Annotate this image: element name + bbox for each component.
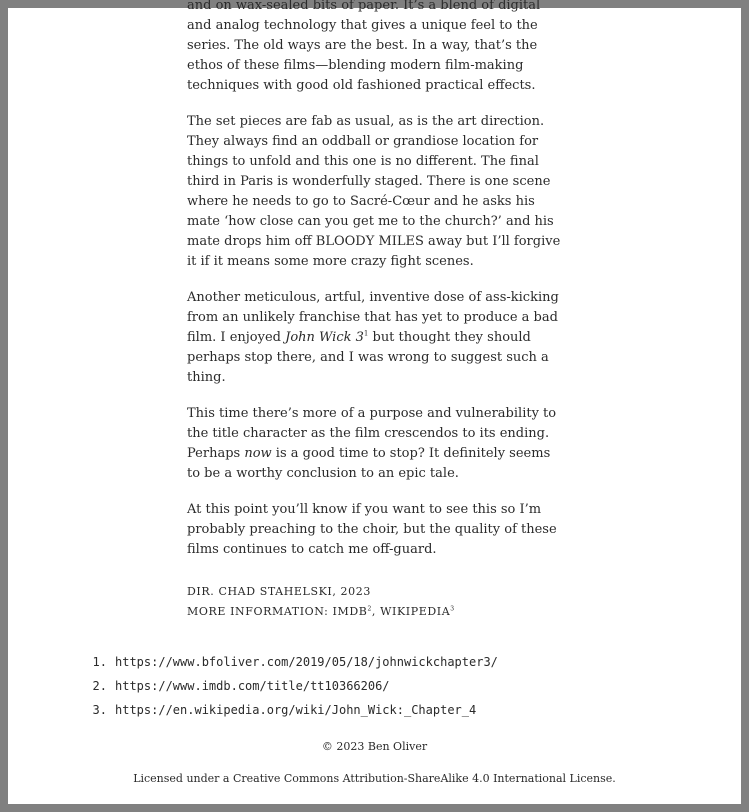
footnote-ref-3[interactable]: 3 — [450, 605, 455, 613]
paragraph-4-text-after: is a good time to stop? It definitely seems to be a worthy conclusion to an epic tale. — [187, 446, 551, 481]
film-title-italic: John Wick 3 — [285, 330, 364, 345]
reference-url[interactable]: https://www.bfoliver.com/2019/05/18/johnwickchapter3/ — [115, 655, 498, 669]
more-information-label: MORE INFORMATION: — [187, 605, 333, 618]
link-separator: , — [371, 605, 381, 618]
reference-item — [78, 650, 498, 674]
paragraph-4 — [187, 404, 567, 484]
emphasis-now: now — [244, 446, 272, 461]
paragraph-3 — [187, 288, 567, 388]
more-information-line — [187, 602, 587, 622]
film-metadata — [187, 582, 587, 622]
copyright-notice: © 2023 Ben Oliver — [321, 740, 428, 753]
article-body — [187, 0, 567, 576]
paragraph-3-text-before: Another meticulous, artful, inventive dose of ass-kicking from an unlikely franchise that has yet to produce a bad film. I enjoyed — [187, 290, 559, 345]
reference-item — [78, 698, 498, 722]
wikipedia-link[interactable]: WIKIPEDIA — [380, 605, 451, 618]
paragraph-3-text-after: but thought they should perhaps stop there, and I was wrong to suggest such a thing. — [187, 330, 549, 385]
reference-list — [78, 650, 498, 722]
page — [8, 0, 741, 804]
imdb-link[interactable]: IMDB — [332, 605, 368, 618]
paragraph-2: The set pieces are fab as usual, as is the art direction. They always find an oddball or grandiose location for things to unfold and this one is no different. The final third in Paris is wonderfully staged. There is one scene where he needs to go to Sacré-Cœur and he asks his mate ‘how close can you get me to the church?’ and his mate drops him off BLOODY MILES away but I’ll forgive it if it means some more crazy fight scenes. — [187, 114, 561, 269]
reference-number: 1. — [92, 655, 107, 669]
paragraph-5: At this point you’ll know if you want to see this so I’m probably preaching to the choir, but the quality of these films continues to catch me off-guard. — [187, 502, 557, 557]
paragraph-1: and on wax-sealed bits of paper. It’s a blend of digital and analog technology that gives a unique feel to the series. The old ways are the best. In a way, that’s the ethos of these films—blending modern film-making techniques with good old fashioned practical effects. — [187, 0, 541, 93]
reference-number: 3. — [92, 703, 107, 717]
footnote-ref-2[interactable]: 2 — [367, 605, 372, 613]
reference-url[interactable]: https://en.wikipedia.org/wiki/John_Wick:_Chapter_4 — [115, 703, 477, 717]
license-notice[interactable]: Licensed under a Creative Commons Attribution-ShareAlike 4.0 International License. — [133, 772, 616, 785]
paragraph-4-text-before: This time there’s more of a purpose and vulnerability to the title character as the film crescendos to its ending. Perhaps — [187, 406, 557, 461]
reference-url[interactable]: https://www.imdb.com/title/tt10366206/ — [115, 679, 390, 693]
footnote-ref-1[interactable]: 1 — [363, 329, 369, 338]
reference-number: 2. — [92, 679, 107, 693]
director-line: DIR. CHAD STAHELSKI, 2023 — [187, 585, 371, 598]
reference-item — [78, 674, 498, 698]
